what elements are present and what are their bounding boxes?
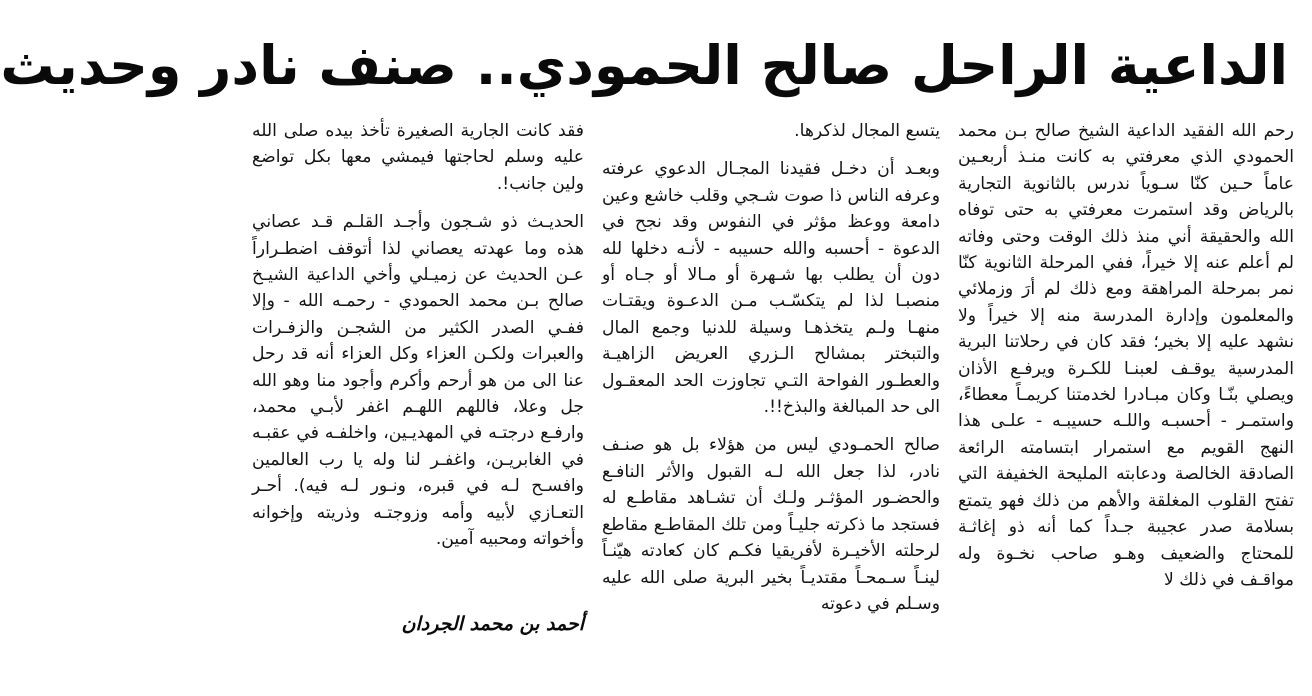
article-title: الداعية الراحل صالح الحمودي.. صنف نادر وحديث — [0, 34, 1288, 97]
paragraph: فقد كانت الجارية الصغيرة تأخذ بيده صلى الله عليه وسلم لحاجتها فيمشي معها بكل تواضع ولين جانب!. — [252, 121, 584, 194]
paragraph: الحديـث ذو شـجون وأجـد القلـم قـد عصاني هذه وما عهدته يعصاني لذا أتوقف اضطـراراً عـن الحديث عن زميـلي وأخي الداعية الشيـخ صالح بـن محمد الحمودي - رحمـه الله - وإلا ففـي الصدر الكثير من الشجـن والزفـرات والعبرات ولكـن العزاء وكل العزاء أنه قد رحل عنا الى من هو أرحم وأكرم وأجود منا وهو الله جل وعلا، فاللهم اللهـم اغفر لأبـي محمد، وارفـع درجتـه في المهديـين، واخلفـه في عقبـه في الغابريـن، واغفـر لنا وله يا رب العالمين وافسـح لـه في قبره، ونـور لـه فيه). أحـر التعـازي لأبيه وأمه وزوجتـه وذريته وإخوانه وأخواته ومحبيه آمين. — [252, 212, 584, 550]
column-right — [958, 118, 1294, 690]
paragraph: يتسع المجال لذكرها. — [794, 121, 940, 141]
article-columns — [252, 118, 1294, 690]
author-byline: أحمد بن محمد الجردان — [401, 613, 584, 635]
column-middle — [602, 118, 940, 690]
paragraph: رحم الله الفقيد الداعية الشيخ صالح بـن محمد الحمودي الذي معرفتي به كانت منـذ أربعـين عاماً حـين كنّا سـوياً ندرس بالثانوية التجارية بالرياض وقد استمرت معرفتي به حتى توفاه الله والحقيقة أني منذ ذلك الوقت وحتى وفاته لم أعلم عنه إلا خيراً، ففي المرحلة الثانوية كنّا نمر بمرحلة المراهقة ومع ذلك لم أرَ وزملائي والمعلمون وإدارة المدرسة منه إلا خيراً ولا نشهد عليه إلا بخير؛ فقد كان في رحلاتنا البرية المدرسية يوقـف لعبنـا للكـرة ويرفـع الأذان ويصلي بنّـا وكان مبـادرا لخدمتنا كريمـاً معطاءً، واستمـر - أحسبـه واللـه حسيبـه - علـى هذا النهج القويم مع استمرار ابتسامته الرائعة الصادقة الخالصة ودعابته المليحة الخفيفة التي تفتح القلوب المغلقة والأهم من ذلك فهو يتمتع بسلامة صدر عجيبة جـداً كما أنه ذو إغاثـة للمحتاج والضعيف وهـو صاحب نخـوة وله مواقـف في ذلك لا — [958, 121, 1294, 590]
paragraph: صالح الحمـودي ليس من هؤلاء بل هو صنـف نادر، لذا جعل الله لـه القبول والأثر النافـع والحضـور المؤثـر ولـك أن تشـاهد مقاطـع له فستجد ما ذكرته جليـاً ومن تلك المقاطـع مقاطع لرحلته الأخيـرة لأفريقيا فكـم كان كعادته هيّنـاً لينـاً سـمحـاً مقتديـاً بخير البرية صلى الله عليه وسـلم في دعوته — [602, 435, 940, 614]
column-left — [252, 118, 584, 690]
paragraph: وبعـد أن دخـل فقيدنا المجـال الدعوي عرفته وعرفه الناس ذا صوت شـجي وقلب خاشع وعين دامعة ووعظ مؤثر في النفوس وقد نجح في الدعوة - أحسبه والله حسيبه - لأنـه دخلها لله دون أن يطلب بها شـهرة أو مـالا أو جـاه أو منصبـا لذا لم يتكسّـب مـن الدعـوة ويقتـات منهـا ولـم يتخذهـا وسيلة للدنيا وجمع المال والتبختر بمشالح الـزري العريض الزاهيـة والعطـور الفواحة التـي تجاوزت الحد المعقـول الى حد المبالغة والبذخ!!. — [602, 159, 940, 418]
